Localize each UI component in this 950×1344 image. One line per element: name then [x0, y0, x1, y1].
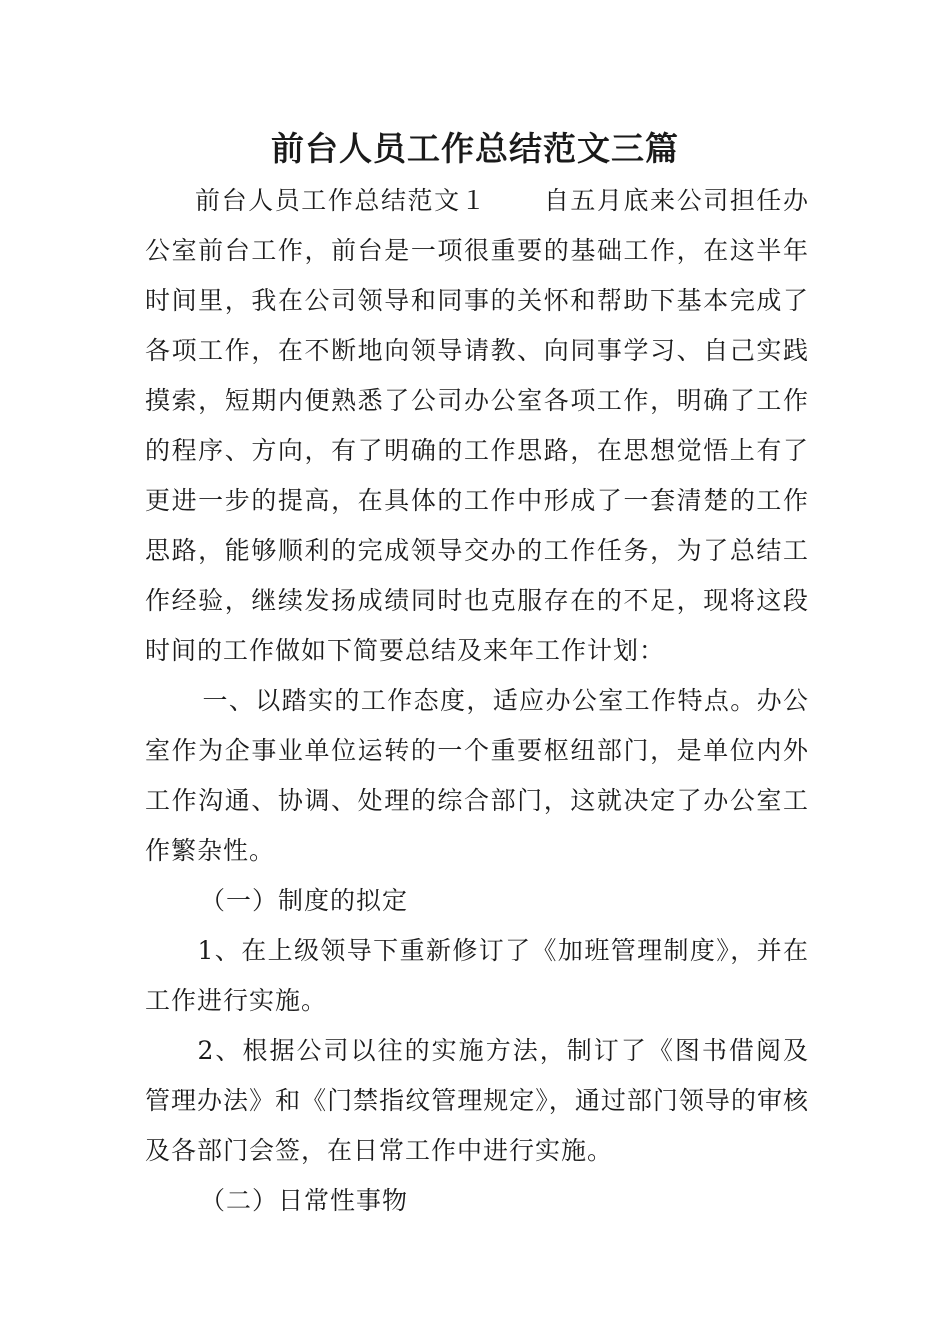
- intro-label: 前台人员工作总结范文１: [195, 186, 488, 215]
- intro-text: 自五月底来公司担任办公室前台工作，前台是一项很重要的基础工作，在这半年时间里，我在公司领导和同事的关怀和帮助下基本完成了各项工作，在不断地向领导请教、向同事学习、自己实践摸索，短期内便熟悉了公司办公室各项工作，明确了工作的程序、方向，有了明确的工作思路，在思想觉悟上有了更进一步的提高，在具体的工作中形成了一套清楚的工作思路，能够顺利的完成领导交办的工作任务，为了总结工作经验，继续发扬成绩同时也克服存在的不足，现将这段时间的工作做如下简要总结及来年工作计划：: [145, 186, 809, 665]
- item-1-paragraph: 1、在上级领导下重新修订了《加班管理制度》，并在工作进行实施。: [145, 936, 809, 1015]
- section-1-paragraph: 一、以踏实的工作态度，适应办公室工作特点。办公室作为企事业单位运转的一个重要枢纽部门，是单位内外工作沟通、协调、处理的综合部门，这就决定了办公室工作繁杂性。: [145, 686, 809, 865]
- document-title: 前台人员工作总结范文三篇: [271, 129, 679, 168]
- intro-paragraph: [145, 176, 809, 676]
- subsection-1-heading: （一）制度的拟定: [200, 886, 409, 915]
- item-2-paragraph: 2、根据公司以往的实施方法，制订了《图书借阅及管理办法》和《门禁指纹管理规定》，通过部门领导的审核及各部门会签，在日常工作中进行实施。: [145, 1036, 809, 1165]
- subsection-2-heading: （二）日常性事物: [200, 1186, 409, 1215]
- document-body: [145, 176, 809, 1226]
